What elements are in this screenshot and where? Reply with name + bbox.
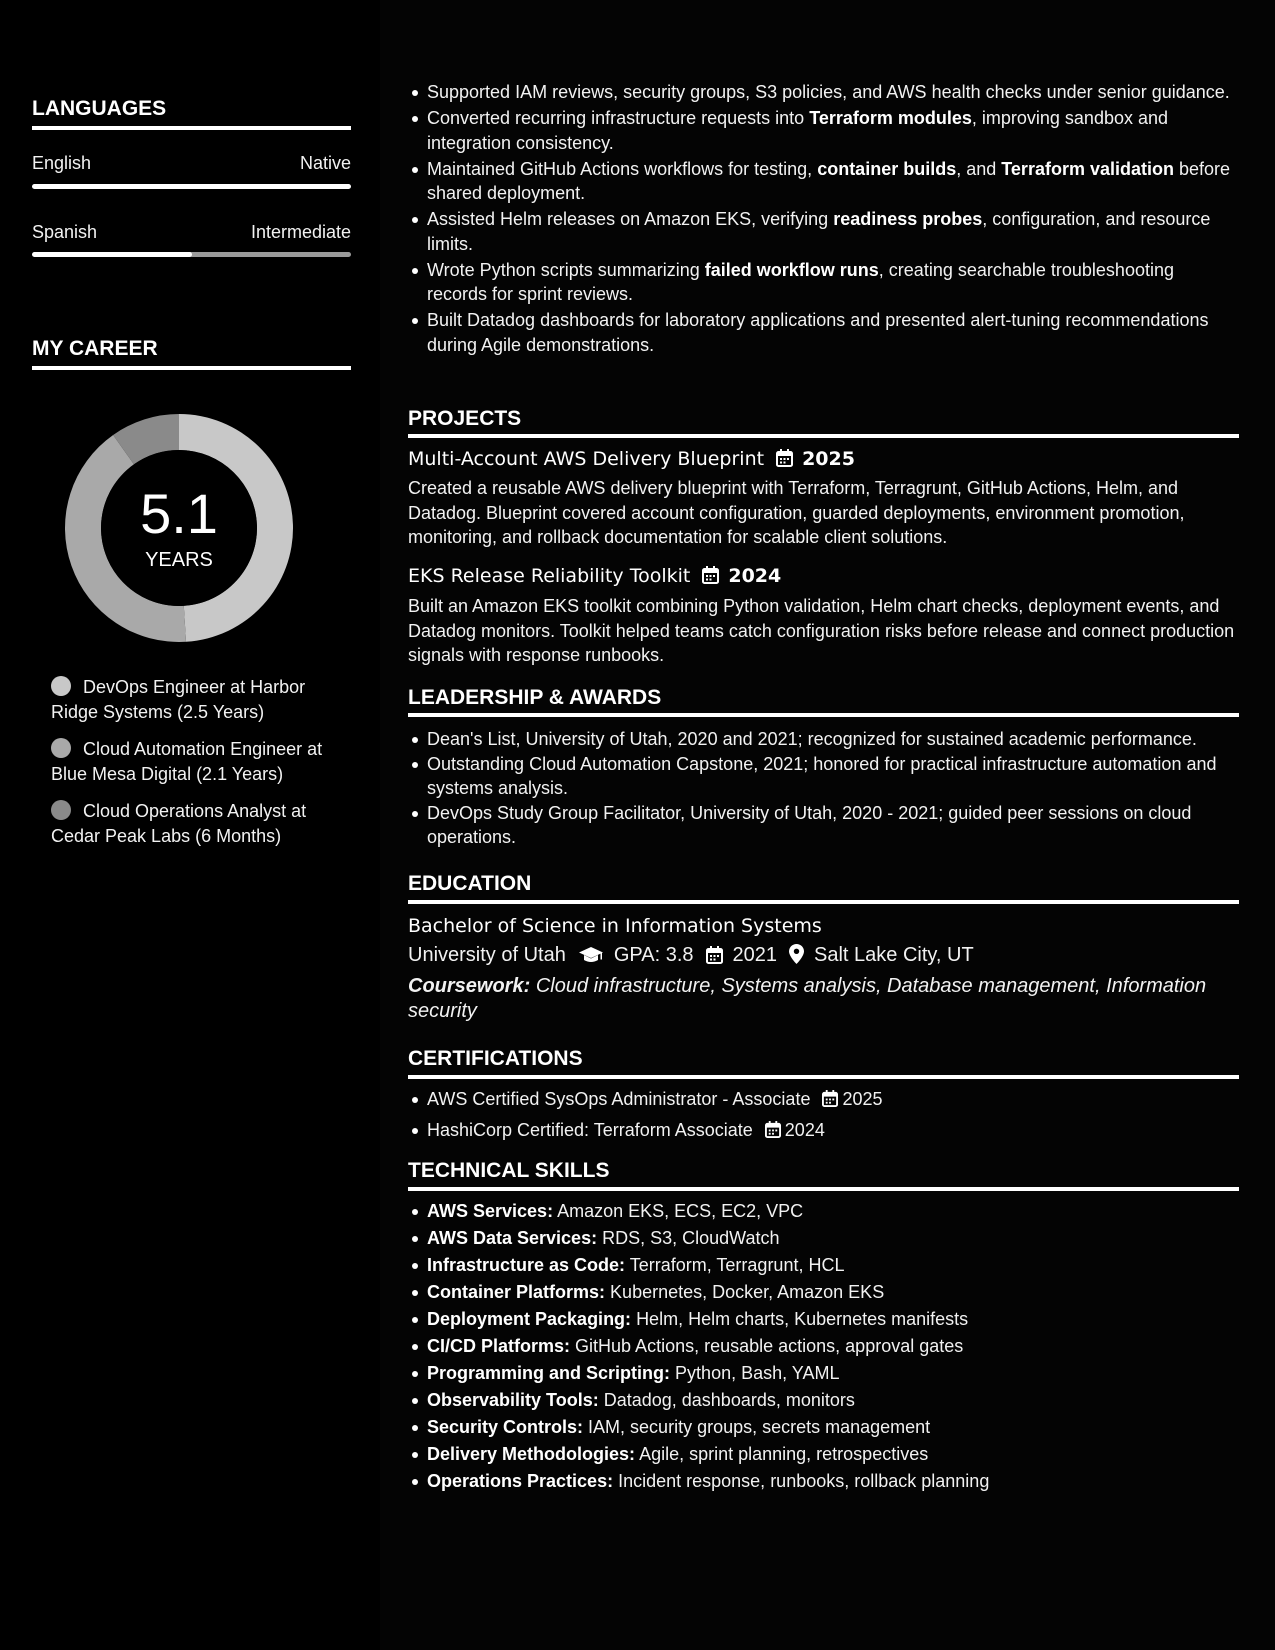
sidebar [0, 0, 380, 1650]
education-coursework [408, 974, 1238, 1023]
legend-dot [51, 800, 71, 820]
education-year: 2021 [732, 944, 778, 966]
career-item-text: Cloud Operations Analyst at Cedar Peak Labs (6 Months) [51, 801, 307, 846]
skills-heading-rule [408, 1187, 1239, 1191]
career-heading-rule [32, 366, 351, 370]
experience-bullet [427, 80, 1237, 105]
education-heading-rule [408, 900, 1239, 904]
language-level: Intermediate [250, 222, 351, 242]
bullet-highlight: container builds [817, 158, 957, 179]
project-year: 2025 [802, 448, 855, 470]
certification-name: HashiCorp Certified: Terraform Associate [427, 1119, 753, 1140]
career-heading: MY CAREER [32, 337, 158, 360]
education-school: University of Utah [408, 944, 566, 966]
map-pin-icon [777, 944, 814, 966]
skill-values: Datadog, dashboards, monitors [603, 1390, 855, 1410]
leadership-heading: LEADERSHIP & AWARDS [408, 686, 662, 709]
project-title [408, 447, 855, 473]
career-total-unit: YEARS [145, 549, 213, 571]
language-level: Native [299, 153, 351, 173]
career-legend-item [51, 799, 331, 848]
skill-values: IAM, security groups, secrets management [588, 1417, 931, 1437]
skill-category: AWS Data Services: [427, 1228, 598, 1248]
legend-dot [51, 676, 71, 696]
certification-item [427, 1087, 1237, 1114]
education-degree: Bachelor of Science in Information Systems [408, 915, 822, 937]
leadership-item: DevOps Study Group Facilitator, University of Utah, 2020 - 2021; guided peer sessions on cloud operations. [427, 801, 1237, 850]
skill-item [427, 1361, 1237, 1386]
skill-category: Deployment Packaging: [427, 1309, 632, 1329]
skill-category: Security Controls: [427, 1417, 584, 1437]
language-name: Spanish [32, 222, 98, 242]
experience-bullet [427, 207, 1237, 256]
skill-category: Operations Practices: [427, 1471, 614, 1491]
bullet-text: , and [956, 158, 1002, 179]
career-total-value: 5.1 [140, 482, 218, 545]
coursework-label: Coursework: [408, 975, 531, 997]
certifications-list [427, 1087, 1237, 1144]
project-year: 2024 [728, 565, 782, 587]
leadership-item: Dean's List, University of Utah, 2020 and 2021; recognized for sustained academic performance. [427, 727, 1237, 752]
bullet-text: , configuration, and resource limits. [427, 209, 1211, 254]
experience-bullet [427, 258, 1237, 307]
bullet-text: Built Datadog dashboards for laboratory applications and presented alert-tuning recommendations during Agile demonstrations. [427, 310, 1209, 355]
language-bar-fill [32, 252, 192, 257]
certification-year: 2025 [842, 1089, 883, 1109]
skill-item [427, 1280, 1237, 1305]
education-heading: EDUCATION [408, 872, 532, 895]
skill-category: AWS Services: [427, 1201, 554, 1221]
certification-year: 2024 [784, 1119, 825, 1140]
bullet-text: before shared deployment. [427, 158, 1231, 203]
graduation-cap-icon [566, 944, 614, 966]
skill-values: Kubernetes, Docker, Amazon EKS [610, 1282, 885, 1302]
certifications-heading-rule [408, 1075, 1239, 1079]
skill-values: Terraform, Terragrunt, HCL [629, 1255, 845, 1275]
skill-values: GitHub Actions, reusable actions, approval gates [575, 1336, 964, 1356]
language-name: English [32, 153, 92, 173]
bullet-text: Assisted Helm releases on Amazon EKS, verifying [427, 209, 834, 229]
career-legend-item [51, 675, 331, 724]
project-title [408, 564, 781, 590]
bullet-highlight: Terraform validation [1001, 158, 1174, 179]
career-legend-item [51, 737, 331, 786]
project-description: Built an Amazon EKS toolkit combining Python validation, Helm chart checks, deployment events, and Datadog monitors. Toolkit helped teams catch configuration risks before release and connect production signals with response runbooks. [408, 596, 1235, 665]
coursework-list: Cloud infrastructure, Systems analysis, Database management, Information security [408, 975, 1207, 1022]
skill-item [427, 1199, 1237, 1224]
certification-item [427, 1118, 1237, 1145]
legend-dot [51, 738, 71, 758]
experience-bullet-list [427, 80, 1237, 357]
calendar-icon [822, 1089, 838, 1114]
bullet-text: Wrote Python scripts summarizing [427, 259, 705, 280]
project-name: Multi-Account AWS Delivery Blueprint [408, 448, 765, 470]
project-description: Created a reusable AWS delivery blueprint with Terraform, Terragrunt, GitHub Actions, Helm, and Datadog. Blueprint covered account configuration, guarded deployments, environment promotion, monitoring, and rollback documentation for scalable client solutions. [408, 478, 1185, 547]
skills-list [427, 1199, 1237, 1494]
calendar-icon [765, 1120, 781, 1145]
skill-category: CI/CD Platforms: [427, 1336, 571, 1356]
bullet-text: Converted recurring infrastructure requests into [427, 108, 810, 128]
skill-item [427, 1415, 1237, 1440]
language-row-spanish [32, 221, 351, 243]
skill-item [427, 1253, 1237, 1278]
certifications-heading: CERTIFICATIONS [408, 1047, 583, 1070]
languages-heading: LANGUAGES [32, 97, 167, 120]
bullet-highlight: Terraform modules [809, 108, 972, 128]
skill-category: Delivery Methodologies: [427, 1444, 636, 1464]
leadership-list [427, 727, 1237, 850]
calendar-icon [776, 449, 793, 473]
skill-item [427, 1388, 1237, 1413]
bullet-text: Maintained GitHub Actions workflows for testing, [427, 158, 818, 179]
bullet-text: Supported IAM reviews, security groups, S3 policies, and AWS health checks under senior guidance. [427, 82, 1230, 102]
bullet-highlight: readiness probes [833, 209, 983, 229]
education-location: Salt Lake City, UT [814, 944, 974, 966]
skill-category: Programming and Scripting: [427, 1363, 671, 1383]
skill-category: Infrastructure as Code: [427, 1255, 626, 1275]
bullet-text: , creating searchable troubleshooting records for sprint reviews. [427, 259, 1174, 304]
language-bar-english [32, 184, 351, 189]
language-bar-fill [32, 184, 351, 189]
projects-heading-rule [408, 434, 1239, 438]
skill-item [427, 1226, 1237, 1251]
skill-item [427, 1442, 1237, 1467]
leadership-item: Outstanding Cloud Automation Capstone, 2021; honored for practical infrastructure automation and systems analysis. [427, 752, 1237, 801]
languages-heading-rule [32, 126, 351, 130]
career-item-text: DevOps Engineer at Harbor Ridge Systems (2.5 Years) [51, 677, 306, 722]
project-name: EKS Release Reliability Toolkit [408, 565, 691, 587]
skill-item [427, 1334, 1237, 1359]
skill-category: Observability Tools: [427, 1390, 599, 1410]
skill-category: Container Platforms: [427, 1282, 606, 1302]
language-row-english [32, 152, 351, 174]
skill-values: Python, Bash, YAML [675, 1363, 840, 1383]
experience-bullet [427, 157, 1237, 206]
career-item-text: Cloud Automation Engineer at Blue Mesa Digital (2.1 Years) [51, 739, 323, 784]
skill-item [427, 1307, 1237, 1332]
skill-item [427, 1469, 1237, 1494]
education-details [408, 942, 974, 968]
bullet-highlight: failed workflow runs [704, 259, 879, 280]
skills-heading: TECHNICAL SKILLS [408, 1159, 610, 1182]
skill-values: Helm, Helm charts, Kubernetes manifests [636, 1309, 969, 1329]
skill-values: Incident response, runbooks, rollback planning [618, 1471, 990, 1491]
skill-values: RDS, S3, CloudWatch [602, 1228, 780, 1248]
education-gpa: GPA: 3.8 [613, 944, 694, 966]
projects-heading: PROJECTS [408, 407, 522, 430]
skill-values: Agile, sprint planning, retrospectives [639, 1444, 929, 1464]
certification-name: AWS Certified SysOps Administrator - Associate [427, 1089, 811, 1109]
language-bar-spanish [32, 252, 351, 257]
leadership-heading-rule [408, 713, 1239, 717]
calendar-icon [694, 944, 733, 966]
experience-bullet [427, 106, 1237, 155]
experience-bullet [427, 308, 1237, 357]
skill-values: Amazon EKS, ECS, EC2, VPC [557, 1201, 804, 1221]
bullet-text: , improving sandbox and integration consistency. [427, 108, 1169, 153]
calendar-icon [702, 566, 719, 590]
